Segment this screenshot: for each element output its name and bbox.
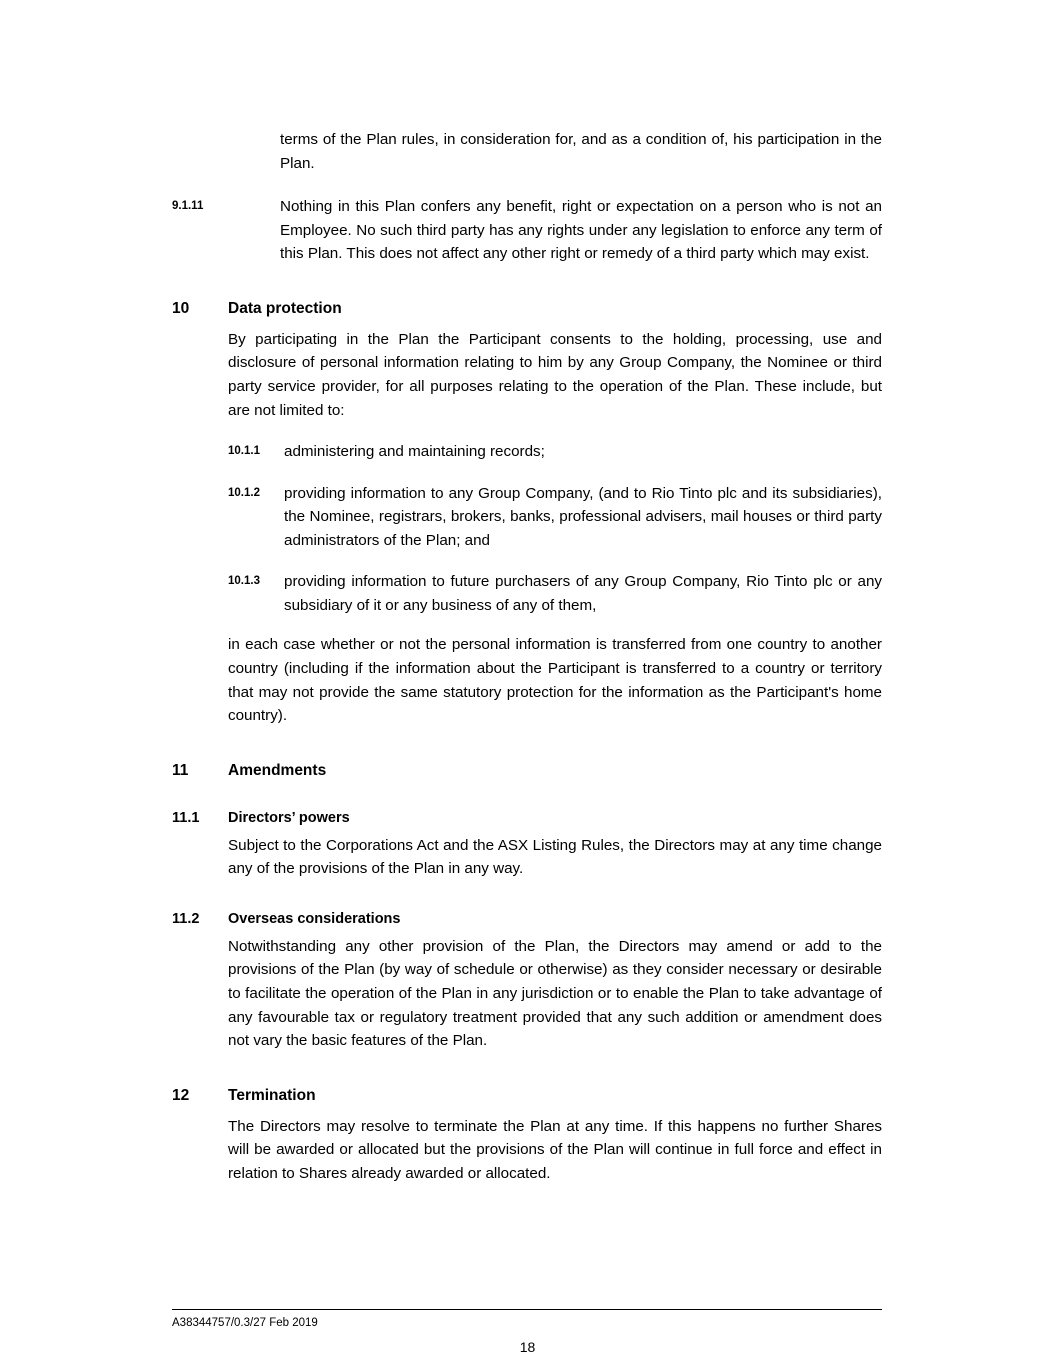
subsection-number: 11.1: [172, 809, 200, 826]
clause-text: providing information to future purchasers of any Group Company, Rio Tinto plc or any subsidiary of it or any business of any of them,: [284, 573, 882, 614]
document-reference: A38344757/0.3/27 Feb 2019: [172, 1317, 318, 1329]
section-10-intro: By participating in the Plan the Participant consents to the holding, processing, use and disclosure of personal information relating to him by any Group Company, the Nominee or third party service provider, for all purposes relating to the operation of the Plan. These include, but are not limited to:: [228, 330, 882, 419]
section-number: 11: [172, 761, 189, 779]
section-title: Termination: [228, 1086, 316, 1104]
clause-number: 10.1.2: [228, 486, 260, 499]
clause-text: administering and maintaining records;: [284, 443, 545, 461]
section-10-list: [172, 440, 882, 617]
clause-number: 9.1.11: [172, 200, 204, 213]
clause-number: 10.1.3: [228, 575, 260, 588]
section-title: Amendments: [228, 761, 327, 779]
clause-number: 10.1.1: [228, 445, 260, 458]
page-footer: [172, 1309, 882, 1329]
section-heading-11: [172, 762, 882, 780]
section-heading-10: [172, 300, 882, 318]
section-12-text: The Directors may resolve to terminate the Plan at any time. If this happens no further Shares will be awarded or allocated but the provisions of the Plan will continue in full force and effect in relation to Shares already awarded or allocated.: [228, 1117, 882, 1182]
subsection-title: Directors’ powers: [228, 809, 350, 826]
continuation-paragraph: terms of the Plan rules, in consideration for, and as a condition of, his participation in the Plan.: [280, 131, 882, 172]
clause-text: providing information to any Group Company, (and to Rio Tinto plc and its subsidiaries), the Nominee, registrars, brokers, banks, professional advisers, mail houses or third party administrators of the Plan; and: [284, 484, 882, 549]
subsection-11-2-text: Notwithstanding any other provision of the Plan, the Directors may amend or add to the provisions of the Plan (by way of schedule or otherwise) as they consider necessary or desirable to facilitate the operation of the Plan in any jurisdiction or to enable the Plan to take advantage of any favourable tax or regulatory treatment provided that any such addition or amendment does not vary the basic features of the Plan.: [228, 937, 882, 1050]
clause-9-1-11: [172, 195, 882, 266]
clause-text: Nothing in this Plan confers any benefit, right or expectation on a person who is not an Employee. No such third party has any rights under any legislation to enforce any term of this Plan. This does not affect any other right or remedy of a third party which may exist.: [280, 198, 882, 263]
section-number: 10: [172, 299, 190, 317]
subsection-number: 11.2: [172, 910, 200, 927]
document-body: [172, 128, 882, 1185]
list-item: [172, 570, 882, 617]
subsection-title: Overseas considerations: [228, 910, 401, 927]
subsection-heading-11-2: [172, 911, 882, 927]
section-heading-12: [172, 1087, 882, 1105]
list-item: [172, 482, 882, 553]
footer-divider: [172, 1309, 882, 1310]
section-title: Data protection: [228, 299, 342, 317]
section-10-closing: in each case whether or not the personal information is transferred from one country to another country (including if the information about the Participant is transferred to a country or territory that may not provide the same statutory protection for the information as the Participant's home country).: [228, 636, 882, 725]
subsection-11-1-text: Subject to the Corporations Act and the ASX Listing Rules, the Directors may at any time change any of the provisions of the Plan in any way.: [228, 836, 882, 878]
section-number: 12: [172, 1086, 190, 1104]
page-number: 18: [519, 1339, 536, 1355]
list-item: [172, 440, 882, 464]
subsection-heading-11-1: [172, 810, 882, 826]
